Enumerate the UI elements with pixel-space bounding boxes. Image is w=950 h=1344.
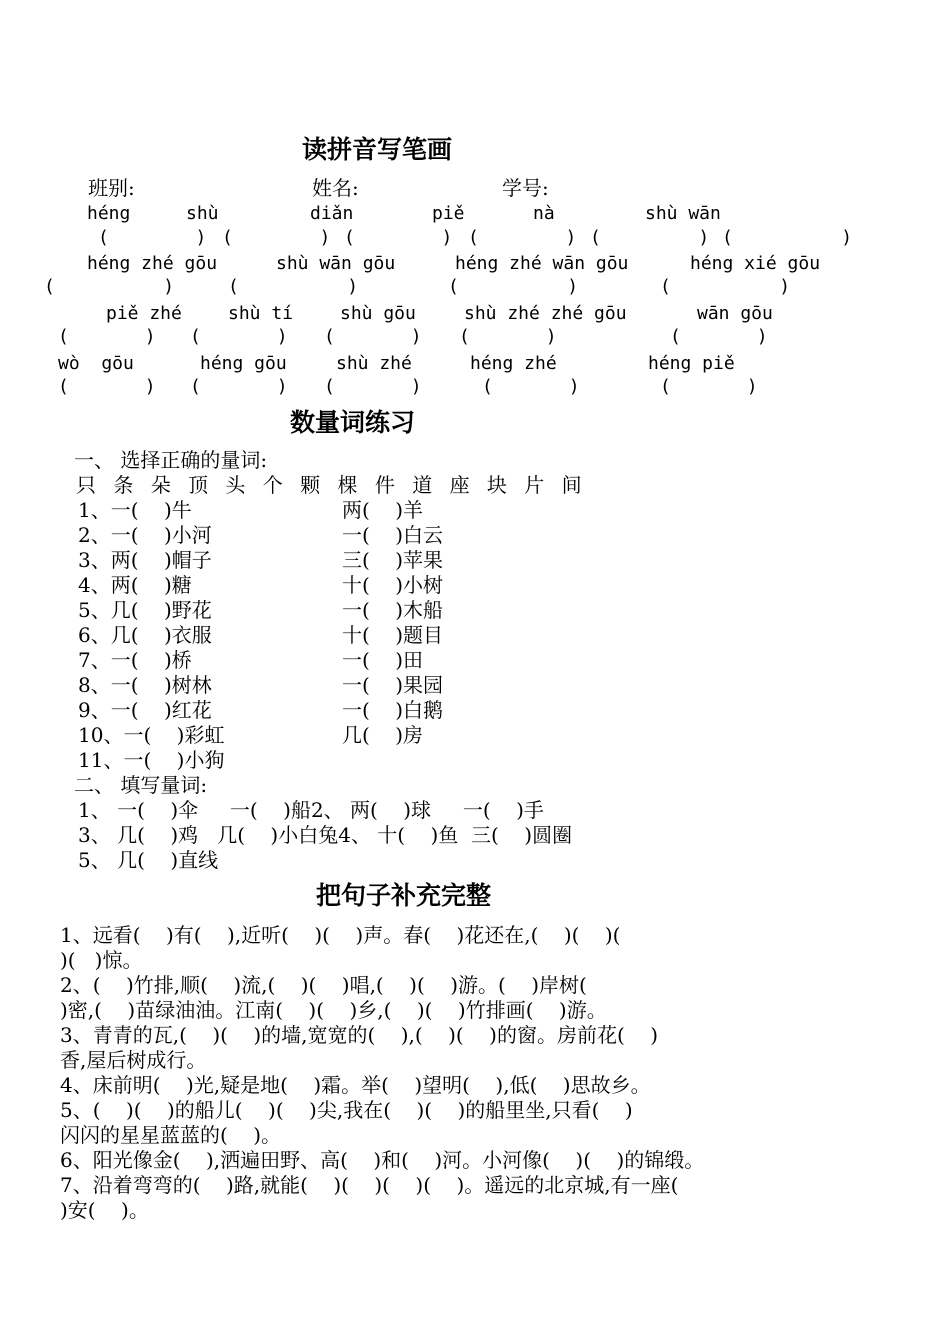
sentence-line: 7、沿着弯弯的( )路,就能( )( )( )( )。遥远的北京城,有一座( (60, 1173, 679, 1197)
sentence-line-box (60, 975, 890, 995)
pinyin-item: héng piě (648, 353, 735, 374)
pinyin-item: héng (87, 203, 131, 224)
sentence-line-box (60, 950, 890, 970)
measure-item-left: 9、一( )红花 (78, 698, 212, 722)
part1-heading: 一、 选择正确的量词: (74, 448, 268, 472)
fill-row: 5、 几( )直线 (78, 848, 219, 872)
answer-paren[interactable]: ( ) (44, 276, 175, 297)
measure-item-right: 一( )白云 (342, 523, 444, 547)
answer-paren[interactable]: ( ) (468, 227, 577, 248)
pinyin-item: shù gōu (340, 303, 416, 324)
measure-item-left: 8、一( )树林 (78, 673, 212, 697)
name-label: 姓名: (312, 176, 359, 200)
sentence-line-box (60, 1125, 890, 1145)
sentence-line: 4、床前明( )光,疑是地( )霜。举( )望明( ),低( )思故乡。 (60, 1073, 651, 1097)
measure-item-left: 3、两( )帽子 (78, 548, 212, 572)
fill-row: 3、 几( )鸡 几( )小白兔4、 十( )鱼 三( )圆圈 (78, 823, 573, 847)
sentence-line-box (60, 1175, 890, 1195)
measure-item-right: 三( )苹果 (342, 548, 444, 572)
fill-row: 1、 一( )伞 一( )船2、 两( )球 一( )手 (78, 798, 544, 822)
pinyin-item: héng xié gōu (690, 253, 821, 274)
answer-paren[interactable]: ( ) (190, 376, 288, 397)
measure-item-left: 4、两( )糖 (78, 573, 192, 597)
pinyin-item: shù wān gōu (276, 253, 396, 274)
sentence-section-title: 把句子补充完整 (316, 881, 492, 910)
answer-paren[interactable]: ( ) (98, 227, 207, 248)
sentence-line-box (60, 1075, 890, 1095)
pinyin-item: wò gōu (58, 353, 134, 374)
measure-item-left: 2、一( )小河 (78, 523, 212, 547)
sentence-line: 3、青青的瓦,( )( )的墙,宽宽的( ),( )( )的窗。房前花( ) (60, 1023, 659, 1047)
sentence-line: )密,( )苗绿油油。江南( )( )乡,( )( )竹排画( )游。 (60, 998, 607, 1022)
pinyin-item: shù zhé (336, 353, 412, 374)
pinyin-item: shù wān (645, 203, 721, 224)
measure-item-right: 一( )田 (342, 648, 424, 672)
measure-item-right: 一( )白鹅 (342, 698, 444, 722)
sentence-line-box (60, 1000, 890, 1020)
pinyin-item: wān gōu (697, 303, 773, 324)
sentence-line-box (60, 1050, 890, 1070)
pinyin-item: piě zhé (106, 303, 182, 324)
answer-paren[interactable]: ( ) (190, 326, 288, 347)
answer-paren[interactable]: ( ) (722, 227, 853, 248)
measure-item-right: 两( )羊 (342, 498, 424, 522)
answer-paren[interactable]: ( ) (660, 376, 758, 397)
class-label: 班别: (88, 176, 135, 200)
sentence-line-box (60, 1100, 890, 1120)
pinyin-item: héng zhé (470, 353, 557, 374)
answer-paren[interactable]: ( ) (660, 276, 791, 297)
measure-item-left: 6、几( )衣服 (78, 623, 212, 647)
pinyin-item: shù tí (228, 303, 294, 324)
measure-item-right: 一( )果园 (342, 673, 444, 697)
student-id-label: 学号: (502, 176, 549, 200)
word-bank: 只 条 朵 顶 头 个 颗 棵 件 道 座 块 片 间 (76, 473, 582, 497)
sentence-line: 香,屋后树成行。 (60, 1048, 207, 1072)
answer-paren[interactable]: ( ) (324, 326, 422, 347)
sentence-line: 2、( )竹排,顺( )流,( )( )唱,( )( )游。( )岸树( (60, 973, 587, 997)
sentence-line: 闪闪的星星蓝蓝的( )。 (60, 1123, 282, 1147)
measure-item-right: 几( )房 (342, 723, 424, 747)
answer-paren[interactable]: ( ) (670, 326, 768, 347)
measure-section-title: 数量词练习 (290, 408, 416, 437)
pinyin-item: héng gōu (200, 353, 287, 374)
sentence-line-box (60, 1150, 890, 1170)
sentence-line: 6、阳光像金( ),洒遍田野、高( )和( )河。小河像( )( )的锦缎。 (60, 1148, 705, 1172)
part2-heading: 二、 填写量词: (74, 773, 208, 797)
measure-item-left: 1、一( )牛 (78, 498, 192, 522)
stroke-section-title: 读拼音写笔画 (302, 135, 453, 164)
sentence-line: 1、远看( )有( ),近听( )( )声。春( )花还在,( )( )( (60, 923, 621, 947)
pinyin-item: nà (533, 203, 555, 224)
pinyin-item: diǎn (310, 203, 354, 224)
sentence-line-box (60, 925, 890, 945)
pinyin-item: shù zhé zhé gōu (464, 303, 627, 324)
measure-item-left: 11、一( )小狗 (78, 748, 225, 772)
answer-paren[interactable]: ( ) (222, 227, 331, 248)
pinyin-item: shù (186, 203, 219, 224)
measure-item-left: 5、几( )野花 (78, 598, 212, 622)
sentence-line-box (60, 1200, 890, 1220)
measure-item-right: 一( )木船 (342, 598, 444, 622)
measure-item-left: 7、一( )桥 (78, 648, 192, 672)
pinyin-item: piě (432, 203, 465, 224)
measure-item-right: 十( )题目 (342, 623, 444, 647)
sentence-line: )( )惊。 (60, 948, 143, 972)
sentence-line: )安( )。 (60, 1198, 149, 1222)
measure-item-right: 十( )小树 (342, 573, 444, 597)
answer-paren[interactable]: ( ) (344, 227, 453, 248)
pinyin-item: héng zhé wān gōu (455, 253, 629, 274)
answer-paren[interactable]: ( ) (58, 376, 156, 397)
sentence-line: 5、( )( )的船儿( )( )尖,我在( )( )的船里坐,只看( ) (60, 1098, 633, 1122)
answer-paren[interactable]: ( ) (448, 276, 579, 297)
answer-paren[interactable]: ( ) (324, 376, 422, 397)
answer-paren[interactable]: ( ) (228, 276, 359, 297)
answer-paren[interactable]: ( ) (482, 376, 580, 397)
answer-paren[interactable]: ( ) (590, 227, 710, 248)
answer-paren[interactable]: ( ) (58, 326, 156, 347)
measure-item-left: 10、一( )彩虹 (78, 723, 225, 747)
pinyin-item: héng zhé gōu (87, 253, 218, 274)
answer-paren[interactable]: ( ) (459, 326, 557, 347)
sentence-line-box (60, 1025, 890, 1045)
